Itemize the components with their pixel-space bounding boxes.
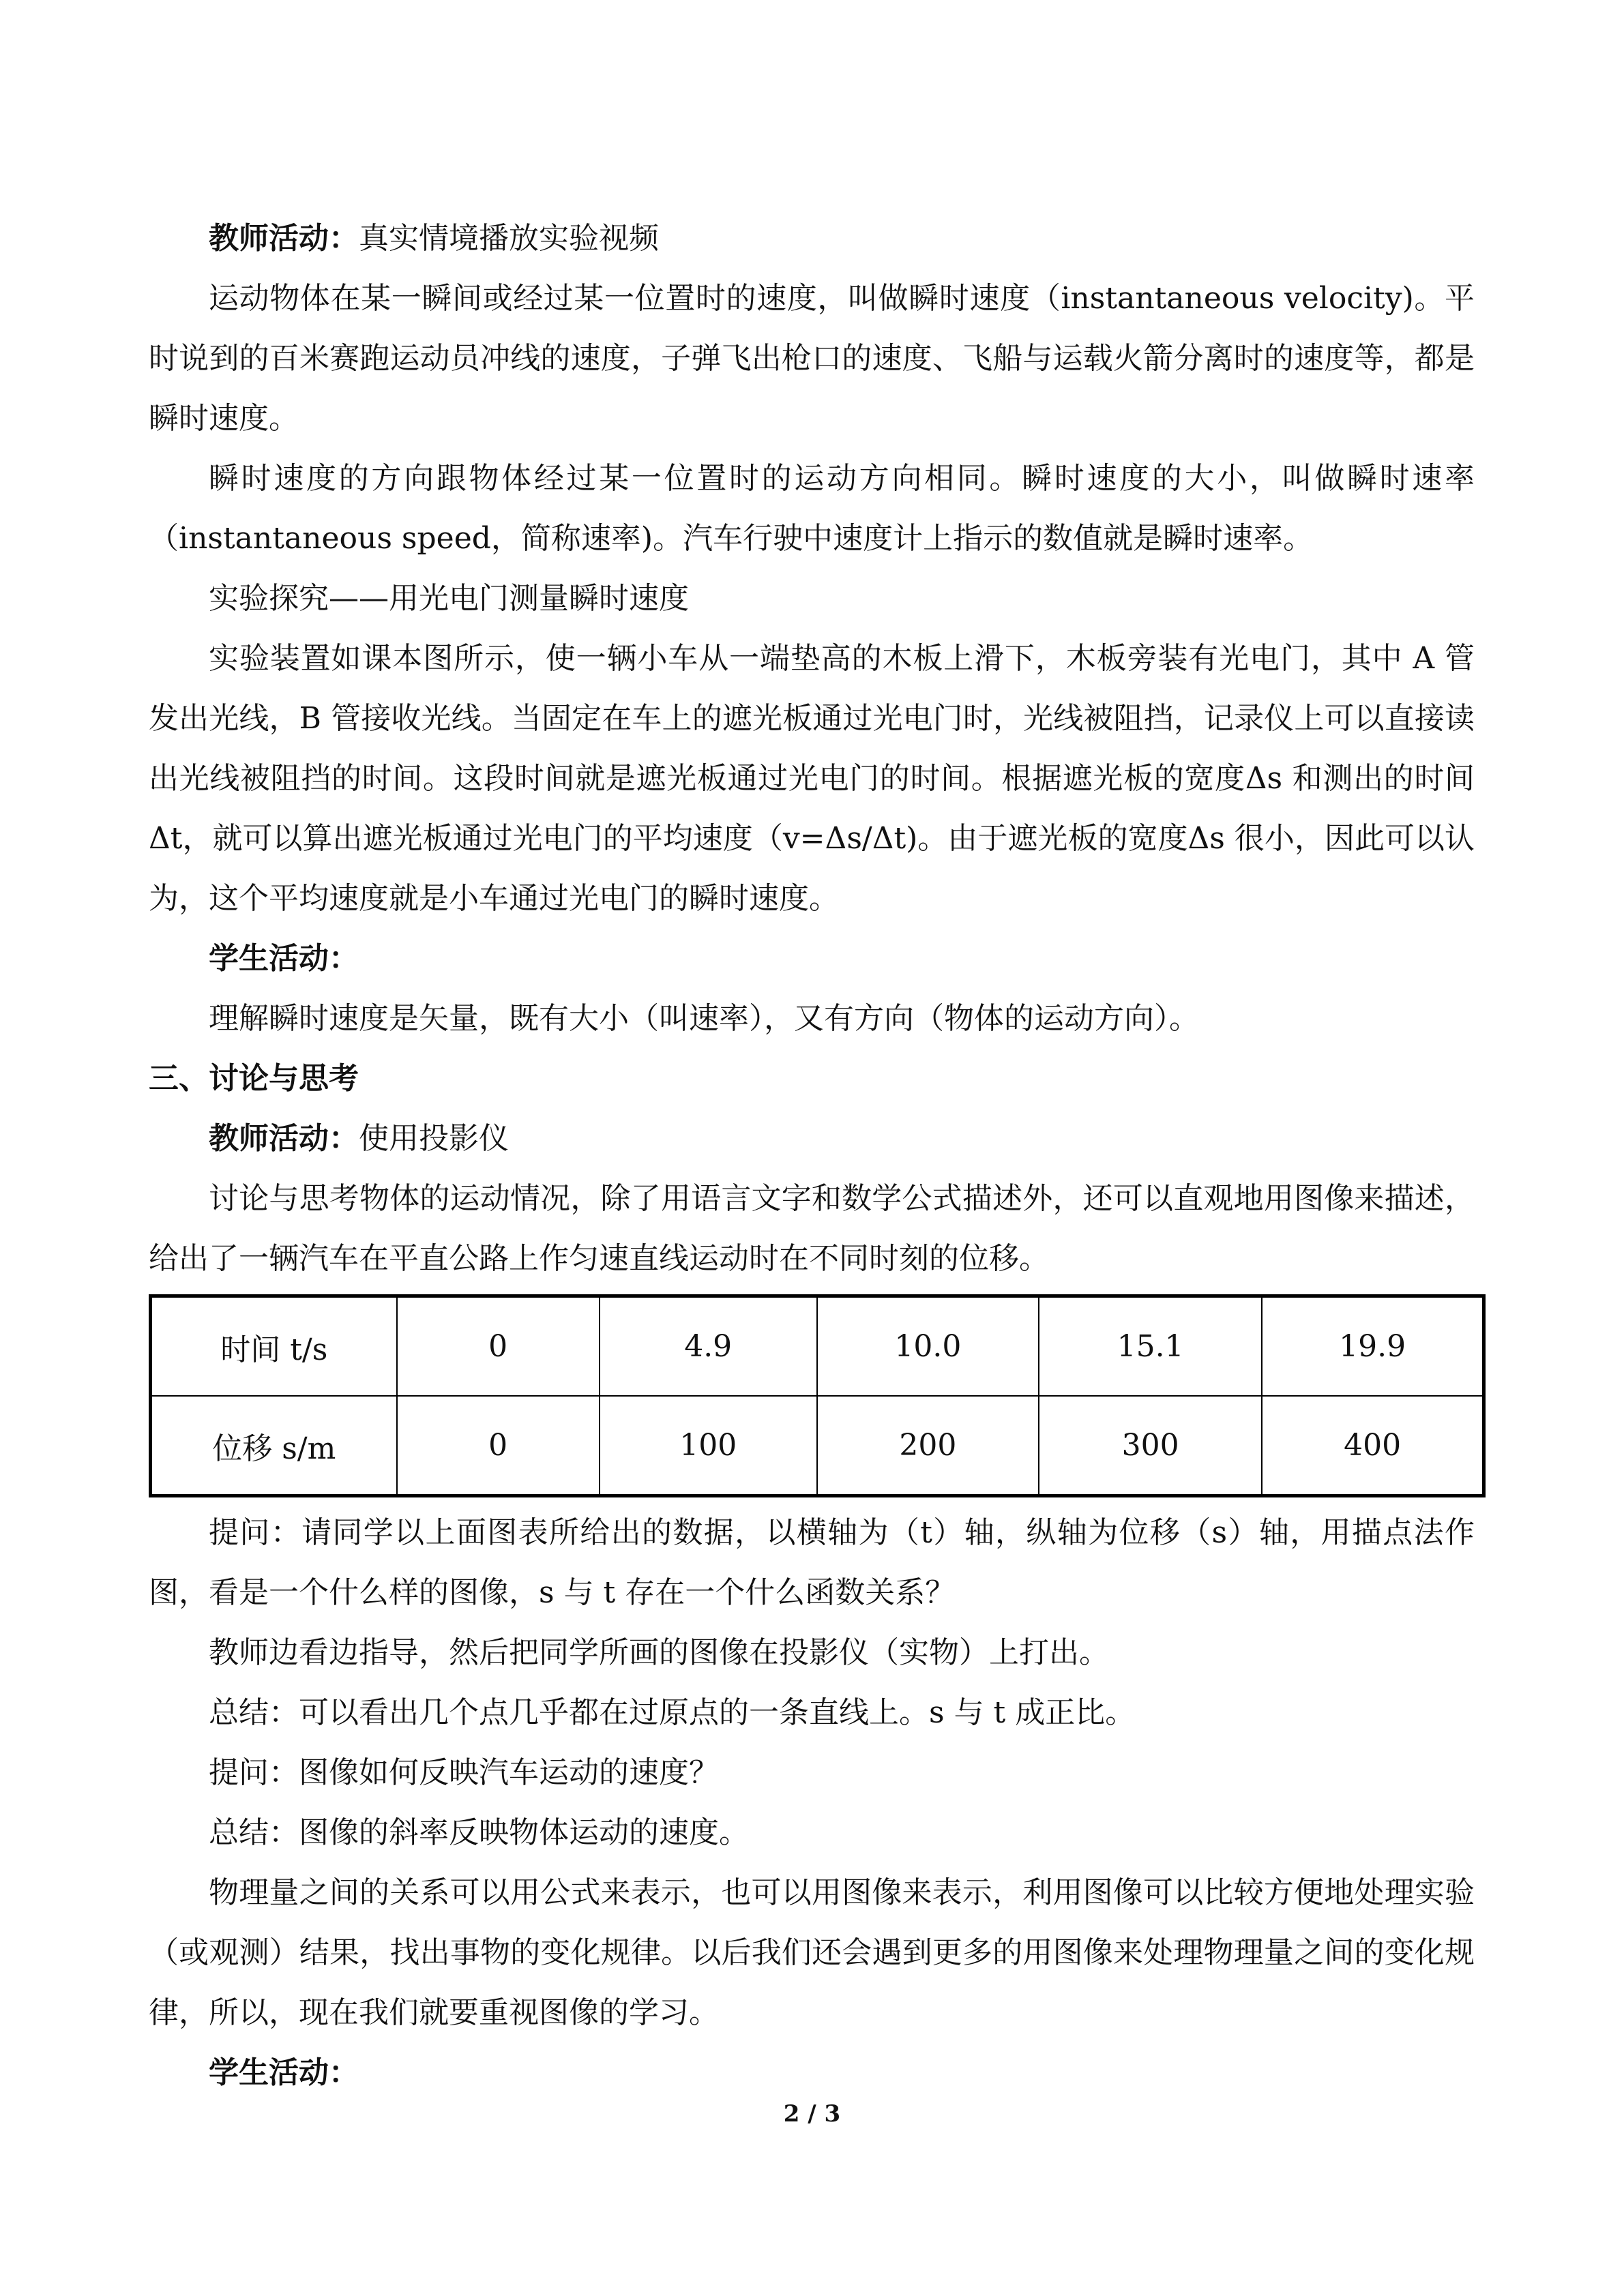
teacher-activity-2 [149,1109,1475,1169]
table-cell: 10.0 [817,1296,1039,1397]
paragraph-experiment-title: 实验探究——用光电门测量瞬时速度 [209,581,689,616]
student-activity-2 [149,2043,1475,2103]
table-cell: 300 [1039,1396,1262,1496]
paragraph-question-velocity: 提问：图像如何反映汽车运动的速度？ [209,1755,719,1790]
table-cell: 100 [600,1396,817,1496]
table-cell: 0 [397,1396,600,1496]
teacher-activity-label: 教师活动： [209,221,359,256]
table-header-displacement: 位移 s/m [151,1396,397,1496]
paragraph-instantaneous-speed: 瞬时速度的方向跟物体经过某一位置时的运动方向相同。瞬时速度的大小，叫做瞬时速率（instantaneous speed，简称速率)。汽车行驶中速度计上指示的数值就是瞬时速率。 [149,461,1475,556]
table-cell: 4.9 [600,1296,817,1397]
student-activity-label: 学生活动： [209,941,359,976]
document-body [149,209,1475,2103]
table-row-time [151,1296,1484,1397]
paragraph-student-understanding: 理解瞬时速度是矢量，既有大小（叫速率），又有方向（物体的运动方向）。 [209,1001,1199,1036]
section-heading-discussion: 三、讨论与思考 [149,1061,359,1096]
table-cell: 15.1 [1039,1296,1262,1397]
paragraph-experiment-setup: 实验装置如课本图所示，使一辆小车从一端垫高的木板上滑下，木板旁装有光电门，其中 A 管发出光线，B 管接收光线。当固定在车上的遮光板通过光电门时，光线被阻挡，记录仪上可以直接读出光线被阻挡的时间。这段时间就是遮光板通过光电门的时间。根据遮光板的宽度Δs 和测出的时间Δt，就可以算出遮光板通过光电门的平均速度（v=Δs/Δt)。由于遮光板的宽度Δs 很小，因此可以认为，这个平均速度就是小车通过光电门的瞬时速度。 [149,641,1475,916]
table-cell: 0 [397,1296,600,1397]
paragraph-summary-slope: 总结：图像的斜率反映物体运动的速度。 [209,1815,749,1850]
teacher-activity-label: 教师活动： [209,1121,359,1156]
paragraph-question-plot: 提问：请同学以上面图表所给出的数据，以横轴为（t）轴，纵轴为位移（s）轴，用描点法作图，看是一个什么样的图像，s 与 t 存在一个什么函数关系？ [149,1515,1475,1610]
page-number: 2 / 3 [783,2100,841,2128]
time-displacement-table [149,1294,1486,1497]
teacher-activity-text: 使用投影仪 [359,1121,509,1156]
paragraph-teacher-guidance: 教师边看边指导，然后把同学所画的图像在投影仪（实物）上打出。 [209,1635,1109,1670]
paragraph-discussion: 讨论与思考物体的运动情况，除了用语言文字和数学公式描述外，还可以直观地用图像来描述，给出了一辆汽车在平直公路上作匀速直线运动时在不同时刻的位移。 [149,1181,1475,1276]
paragraph-summary-proportional: 总结：可以看出几个点几乎都在过原点的一条直线上。s 与 t 成正比。 [209,1695,1136,1730]
paragraph-instantaneous-velocity: 运动物体在某一瞬间或经过某一位置时的速度，叫做瞬时速度（instantaneous velocity)。平时说到的百米赛跑运动员冲线的速度，子弹飞出枪口的速度、飞船与运载火箭分离时的速度等，都是瞬时速度。 [149,281,1475,436]
table-cell: 200 [817,1396,1039,1496]
teacher-activity-1 [149,209,1475,269]
table-cell: 400 [1262,1396,1483,1496]
table-cell: 19.9 [1262,1296,1483,1397]
table-header-time: 时间 t/s [151,1296,397,1397]
student-activity-1 [149,929,1475,989]
teacher-activity-text: 真实情境播放实验视频 [359,221,659,256]
table-row-displacement [151,1396,1484,1496]
student-activity-label: 学生活动： [209,2055,359,2090]
paragraph-graph-importance: 物理量之间的关系可以用公式来表示，也可以用图像来表示，利用图像可以比较方便地处理实验（或观测）结果，找出事物的变化规律。以后我们还会遇到更多的用图像来处理物理量之间的变化规律，所以，现在我们就要重视图像的学习。 [149,1875,1475,2030]
